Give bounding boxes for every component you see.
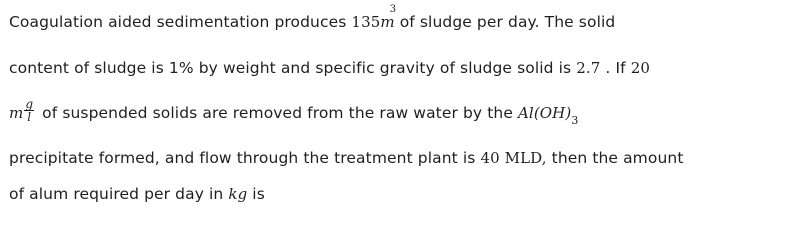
question-line-1: Coagulation aided sedimentation produces 135m3 of sludge per day. The solid [9, 4, 616, 31]
line2-text-b: . If [600, 59, 631, 77]
concentration-unit-prefix: m [9, 104, 24, 122]
sludge-volume-unit: m [380, 13, 395, 31]
line4-text-b: then the amount [546, 149, 684, 167]
line5-text-b: is [247, 185, 265, 203]
line5-text-a: of alum required per day in [9, 185, 229, 203]
chemical-formula: Al(OH) [518, 104, 572, 122]
question-line-4 [9, 148, 684, 168]
sludge-volume-value: 135 [351, 13, 381, 31]
concentration-value: 20 [630, 59, 651, 77]
line1-text-a: Coagulation aided sedimentation produces [9, 13, 352, 31]
question-line-5 [9, 184, 265, 204]
question-line-3 [9, 97, 579, 127]
question-line-2 [9, 58, 650, 78]
line1-text-b: of sludge per day. The solid [394, 13, 616, 31]
specific-gravity-value: 2.7 [576, 59, 601, 77]
line3-text-a: of suspended solids are removed from the raw water by the [37, 104, 518, 122]
flow-value: 40 MLD, [480, 149, 547, 167]
chemical-formula-subscript: 3 [571, 114, 579, 127]
kg-unit: kg [228, 185, 248, 203]
line4-text-a: precipitate formed, and flow through the treatment plant is [9, 149, 481, 167]
fraction-denominator: l [27, 110, 32, 124]
fraction-numerator: g [25, 97, 34, 111]
concentration-unit-fraction [24, 98, 34, 123]
line2-text-a: content of sludge is 1% by weight and specific gravity of sludge solid is [9, 59, 577, 77]
